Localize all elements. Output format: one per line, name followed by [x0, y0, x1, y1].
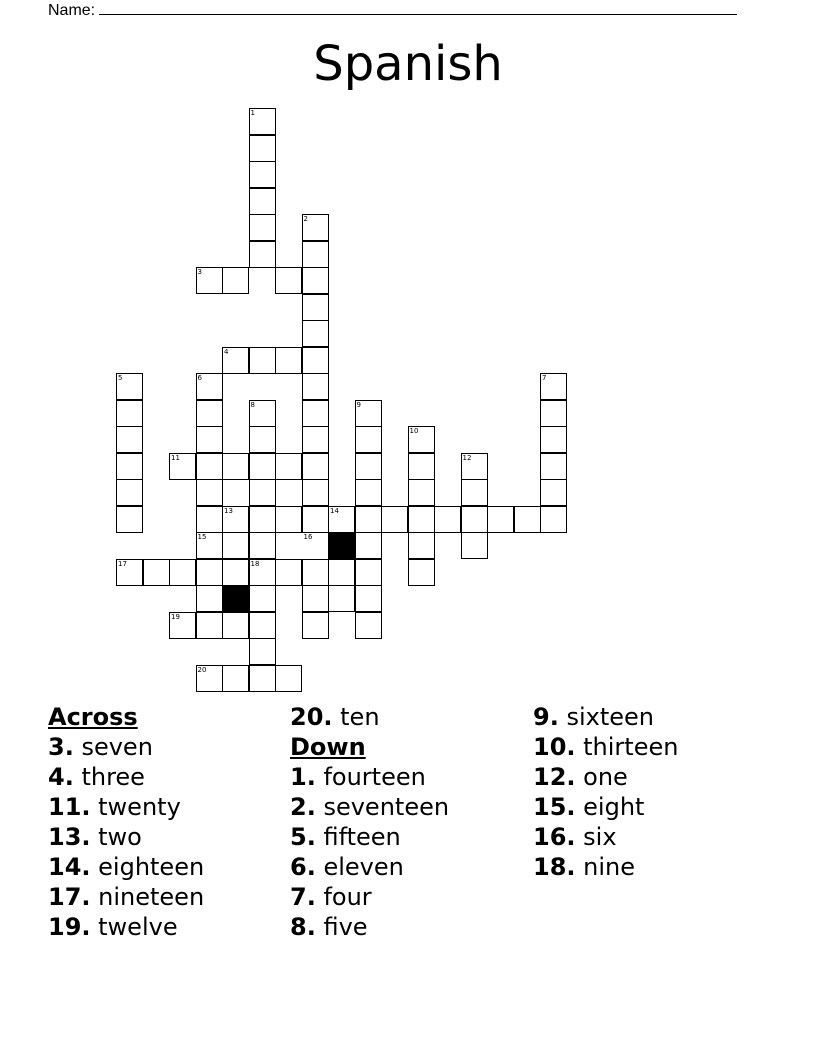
grid-cell[interactable]	[487, 506, 514, 533]
clue-number: 15	[197, 533, 207, 541]
grid-cell[interactable]	[540, 426, 567, 453]
grid-cell[interactable]	[169, 559, 196, 586]
clue-item	[48, 822, 204, 852]
grid-cell[interactable]	[249, 638, 276, 665]
grid-cell[interactable]	[275, 665, 302, 692]
clue-item-text: three	[73, 763, 145, 791]
clue-number: 14	[330, 506, 339, 515]
clue-item-text: two	[90, 823, 142, 851]
grid-cell[interactable]	[408, 506, 435, 533]
clue-item-number: 9.	[533, 703, 559, 731]
grid-cell[interactable]	[249, 214, 276, 241]
clue-item-text: seven	[73, 733, 153, 761]
grid-cell[interactable]	[222, 267, 249, 294]
grid-cell[interactable]	[302, 453, 329, 480]
grid-cell[interactable]	[249, 532, 276, 559]
clue-number: 4	[224, 347, 229, 356]
grid-cell[interactable]	[461, 479, 488, 506]
clue-item	[290, 882, 449, 912]
clue-item-text: sixteen	[558, 703, 654, 731]
grid-cell[interactable]	[302, 347, 329, 374]
grid-cell[interactable]	[355, 426, 382, 453]
grid-cell[interactable]	[302, 294, 329, 321]
grid-cell[interactable]	[249, 241, 276, 268]
grid-cell[interactable]	[461, 532, 488, 559]
grid-cell[interactable]	[222, 612, 249, 639]
grid-cell[interactable]	[408, 559, 435, 586]
clue-number: 1	[250, 109, 255, 117]
grid-cell[interactable]	[355, 479, 382, 506]
grid-cell[interactable]	[196, 426, 223, 453]
grid-cell[interactable]	[275, 267, 302, 294]
clue-item	[290, 822, 449, 852]
grid-cell[interactable]	[302, 267, 329, 294]
grid-cell[interactable]	[222, 665, 249, 692]
page-title: Spanish	[313, 36, 503, 92]
clues-column-3	[533, 702, 678, 882]
grid-cell[interactable]	[355, 506, 382, 533]
grid-cell[interactable]	[249, 188, 276, 215]
clue-item-text: four	[315, 883, 372, 911]
clue-item	[48, 732, 204, 762]
across-heading: Across	[48, 703, 138, 731]
clue-item-text: thirteen	[575, 733, 679, 761]
grid-cell[interactable]	[540, 453, 567, 480]
clue-number: 12	[462, 453, 472, 462]
grid-cell[interactable]	[116, 400, 143, 427]
grid-cell[interactable]	[143, 559, 170, 586]
grid-cell[interactable]	[249, 506, 276, 533]
clue-item	[533, 732, 678, 762]
grid-cell[interactable]	[196, 453, 223, 480]
grid-cell[interactable]	[355, 585, 382, 612]
clue-item-text: nineteen	[90, 883, 205, 911]
grid-black-cell	[222, 585, 249, 612]
clue-item-number: 5.	[290, 823, 316, 851]
grid-cell[interactable]	[355, 612, 382, 639]
clue-number: 13	[224, 506, 233, 515]
grid-cell[interactable]	[116, 506, 143, 533]
grid-cell[interactable]	[302, 612, 329, 639]
grid-cell[interactable]	[249, 453, 276, 480]
clue-item-number: 13.	[48, 823, 91, 851]
clue-item	[533, 702, 678, 732]
grid-cell[interactable]	[116, 479, 143, 506]
grid-cell[interactable]	[116, 426, 143, 453]
grid-cell[interactable]	[196, 612, 223, 639]
grid-cell[interactable]	[302, 585, 329, 612]
clue-item-text: eleven	[315, 853, 404, 881]
grid-cell[interactable]	[275, 559, 302, 586]
grid-cell[interactable]	[408, 453, 435, 480]
grid-cell[interactable]	[275, 347, 302, 374]
grid-cell[interactable]	[302, 400, 329, 427]
clue-item-number: 17.	[48, 883, 91, 911]
clue-item-text: fifteen	[315, 823, 401, 851]
grid-cell[interactable]	[222, 559, 249, 586]
clue-item	[533, 822, 678, 852]
grid-cell[interactable]	[222, 532, 249, 559]
grid-cell[interactable]	[540, 400, 567, 427]
clue-item-number: 14.	[48, 853, 91, 881]
clue-number: 10	[409, 427, 419, 435]
clue-item	[48, 912, 204, 942]
clue-item	[533, 852, 678, 882]
grid-cell[interactable]	[275, 453, 302, 480]
grid-cell[interactable]	[302, 559, 329, 586]
clue-item	[533, 792, 678, 822]
clue-number: 16	[303, 533, 313, 541]
clue-item-text: six	[575, 823, 617, 851]
grid-cell[interactable]	[328, 585, 355, 612]
grid-cell[interactable]	[196, 585, 223, 612]
grid-cell[interactable]	[275, 506, 302, 533]
name-label: Name:	[48, 2, 96, 19]
clue-item	[290, 852, 449, 882]
clue-item-number: 11.	[48, 793, 91, 821]
grid-cell[interactable]	[355, 559, 382, 586]
clue-item	[290, 762, 449, 792]
clue-item-number: 2.	[290, 793, 316, 821]
grid-cell[interactable]	[408, 479, 435, 506]
grid-cell[interactable]	[249, 479, 276, 506]
grid-cell[interactable]	[249, 665, 276, 692]
grid-cell[interactable]	[302, 320, 329, 347]
clue-item	[48, 792, 204, 822]
clue-item-number: 15.	[533, 793, 576, 821]
clue-item-number: 6.	[290, 853, 316, 881]
clue-number: 7	[542, 374, 547, 382]
grid-cell[interactable]	[540, 479, 567, 506]
grid-cell[interactable]	[249, 612, 276, 639]
grid-cell[interactable]	[249, 426, 276, 453]
grid-black-cell	[328, 532, 355, 559]
clue-item-number: 10.	[533, 733, 576, 761]
clue-number: 11	[171, 453, 180, 462]
grid-cell[interactable]	[302, 373, 329, 400]
clue-number: 6	[197, 374, 202, 382]
clues-column-1	[48, 702, 204, 942]
clue-item	[48, 852, 204, 882]
grid-cell[interactable]	[249, 161, 276, 188]
clue-number: 2	[303, 215, 308, 223]
clue-item-text: twelve	[90, 913, 178, 941]
grid-cell[interactable]	[302, 241, 329, 268]
grid-cell[interactable]	[302, 506, 329, 533]
grid-cell[interactable]	[355, 453, 382, 480]
grid-cell[interactable]	[514, 506, 541, 533]
grid-cell[interactable]	[196, 479, 223, 506]
clue-item-text: seventeen	[315, 793, 450, 821]
grid-cell[interactable]	[249, 585, 276, 612]
clue-item-number: 12.	[533, 763, 576, 791]
grid-cell[interactable]	[116, 453, 143, 480]
grid-cell[interactable]	[196, 506, 223, 533]
clue-item	[48, 882, 204, 912]
clue-item-number: 8.	[290, 913, 316, 941]
clue-item-text: one	[575, 763, 628, 791]
grid-cell[interactable]	[408, 532, 435, 559]
clue-number: 9	[356, 400, 361, 409]
grid-cell[interactable]	[222, 453, 249, 480]
grid-cell[interactable]	[381, 506, 408, 533]
grid-cell[interactable]	[328, 559, 355, 586]
clue-item	[533, 762, 678, 792]
clue-item	[290, 792, 449, 822]
clue-item-number: 16.	[533, 823, 576, 851]
clue-item-text: five	[315, 913, 368, 941]
clue-item	[290, 912, 449, 942]
clue-item	[290, 702, 449, 732]
clue-item-text: fourteen	[315, 763, 426, 791]
grid-cell[interactable]	[302, 426, 329, 453]
clue-number: 20	[197, 665, 207, 674]
clue-number: 3	[197, 268, 202, 276]
grid-cell[interactable]	[461, 506, 488, 533]
grid-cell[interactable]	[249, 347, 276, 374]
clue-item-text: eight	[575, 793, 645, 821]
grid-cell[interactable]	[249, 135, 276, 162]
clue-item-number: 1.	[290, 763, 316, 791]
grid-cell[interactable]	[434, 506, 461, 533]
clue-item-text: ten	[332, 703, 380, 731]
clue-item-number: 19.	[48, 913, 91, 941]
grid-cell[interactable]	[196, 559, 223, 586]
clue-number: 5	[118, 374, 123, 382]
grid-cell[interactable]	[196, 400, 223, 427]
clue-number: 17	[118, 559, 127, 568]
clue-item-text: nine	[575, 853, 635, 881]
down-heading: Down	[290, 733, 366, 761]
clue-item-number: 18.	[533, 853, 576, 881]
clue-item-text: eighteen	[90, 853, 205, 881]
clue-item-number: 3.	[48, 733, 74, 761]
clues-column-2	[290, 702, 449, 942]
clue-item	[48, 762, 204, 792]
grid-cell[interactable]	[302, 479, 329, 506]
clue-item-number: 7.	[290, 883, 316, 911]
grid-cell[interactable]	[355, 532, 382, 559]
clue-item-text: twenty	[90, 793, 181, 821]
grid-cell[interactable]	[540, 506, 567, 533]
clue-number: 8	[250, 400, 255, 409]
clue-item-number: 4.	[48, 763, 74, 791]
clue-number: 18	[250, 559, 260, 568]
clue-item-number: 20.	[290, 703, 333, 731]
clue-number: 19	[171, 612, 180, 621]
